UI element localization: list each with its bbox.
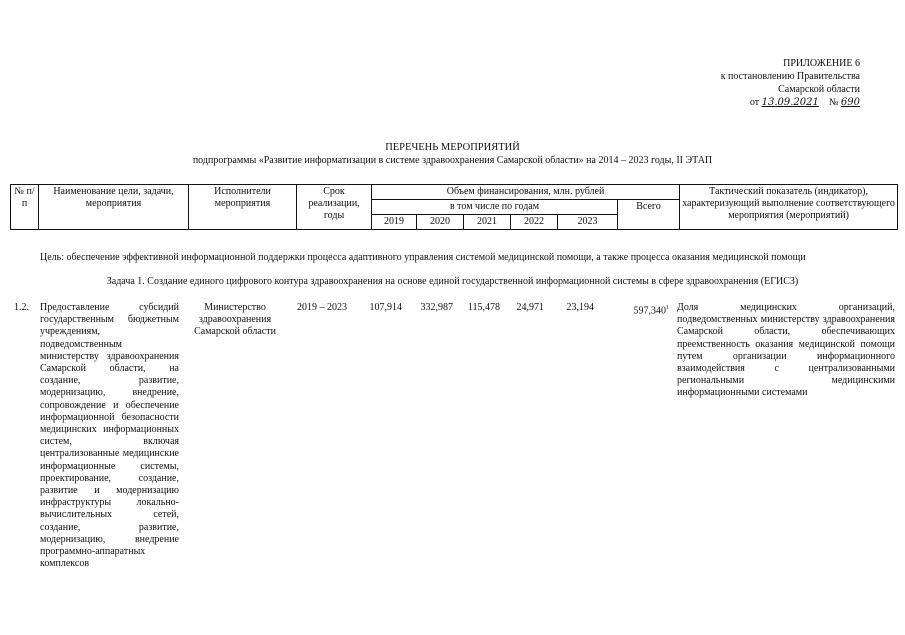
document-subtitle: подпрограммы «Развитие информатизации в системе здравоохранения Самарской области» на 2014 – 2023 годы, II ЭТАП [192, 155, 713, 166]
row-value-total [615, 302, 669, 318]
header-year: 2021 [464, 215, 511, 230]
appendix-date-line [721, 96, 860, 109]
row-indicator: Доля медицинских организаций, подведомственных министерству здравоохранения Самарской области, обеспечивающих преемственность оказания медицинской помощи путем организации информационного взаимодействия с централизованными региональными медицинскими информационными системами [677, 302, 895, 399]
row-measure-name: Предоставление субсидий государственным бюджетным учреждениям, подведомственным министерству здравоохранения Самарской области, на создание, развитие, модернизацию, внедрение, сопровождение и обеспечение информационной безопасности медицинских информационных систем, включая централизованные медицинские информационные системы, проектирование, создание, развитие и модернизацию инфраструктуры локально-вычислительных сетей, создание, развитие, модернизацию, внедрение программно-аппаратных комплексов [40, 302, 179, 570]
header-by-years: в том числе по годам [372, 200, 618, 215]
table-header [10, 184, 898, 230]
header-num: № п/п [11, 185, 39, 230]
header-year: 2019 [372, 215, 417, 230]
goal-text: Цель: обеспечение эффективной информационной поддержки процесса адаптивного управления системой медицинской помощи, а также процесса оказания медицинской помощи [40, 252, 806, 263]
row-value-2020: 332,987 [420, 302, 453, 313]
appendix-line-3: Самарской области [778, 84, 860, 95]
handwritten-date: 13.09.2021 [761, 97, 819, 108]
row-value-2019: 107,914 [369, 302, 402, 313]
row-value-2021: 115,478 [467, 302, 500, 313]
header-total: Всего [618, 200, 680, 230]
header-year: 2023 [558, 215, 618, 230]
number-prefix: № [828, 97, 839, 108]
row-number: 1.2. [14, 302, 29, 313]
header-term: Срок реализации, годы [297, 185, 372, 230]
header-year: 2020 [417, 215, 464, 230]
header-indicator: Тактический показатель (индикатор), характеризующий выполнение соответствующего мероприятия (мероприятий) [680, 185, 898, 230]
header-financing: Объем финансирования, млн. рублей [372, 185, 680, 200]
row-term: 2019 – 2023 [297, 302, 347, 313]
appendix-block [721, 57, 860, 109]
date-prefix: от [749, 97, 760, 108]
appendix-line-2: к постановлению Правительства [720, 71, 860, 82]
header-name: Наименование цели, задачи, мероприятия [39, 185, 189, 230]
header-year: 2022 [511, 215, 558, 230]
row-value-2022: 24,971 [516, 302, 544, 313]
total-value: 597,340 [633, 305, 666, 317]
handwritten-number: 690 [840, 97, 860, 108]
header-executors: Исполнители мероприятия [189, 185, 297, 230]
row-executor: Министерство здравоохранения Самарской области [194, 302, 276, 338]
appendix-title: ПРИЛОЖЕНИЕ 6 [783, 58, 860, 69]
task-text: Задача 1. Создание единого цифрового контура здравоохранения на основе единой государственной информационной системы в сфере здравоохранения (ЕГИСЗ) [106, 276, 799, 287]
document-title: ПЕРЕЧЕНЬ МЕРОПРИЯТИЙ [385, 142, 520, 153]
footnote-marker: 1 [666, 305, 669, 311]
row-value-2023: 23,194 [566, 302, 594, 313]
